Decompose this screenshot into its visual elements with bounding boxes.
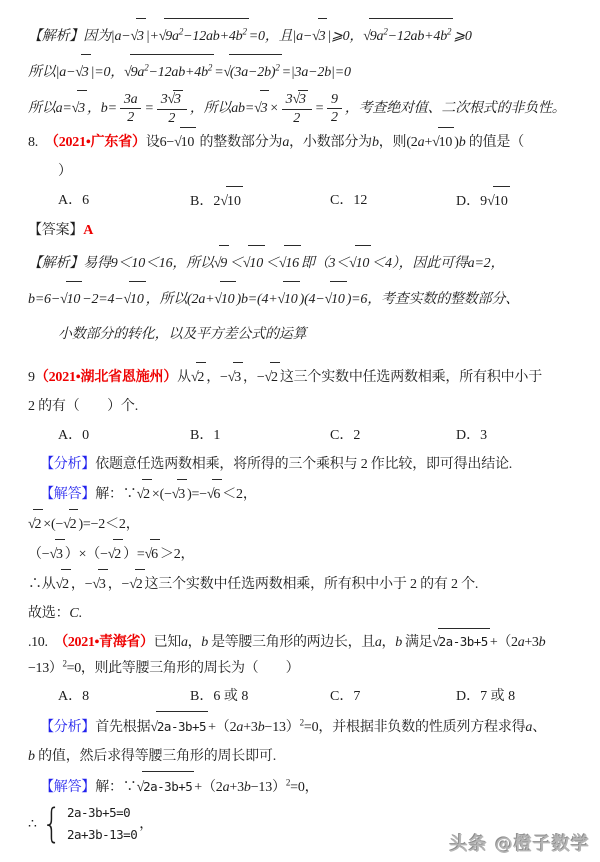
q10-options <box>28 682 580 711</box>
radicand: $(3a-2b)^2$ <box>229 54 282 90</box>
superscript: 2 <box>447 26 452 37</box>
q9-options <box>28 421 580 450</box>
q8-header-wrap <box>28 157 580 186</box>
q9-analysis <box>28 450 580 479</box>
watermark: 头条 @橙子数学 <box>449 834 590 855</box>
fraction <box>120 91 142 127</box>
text-run: b 的值，然后求得等腰三角形的周长即可. <box>28 749 277 765</box>
radical-sign: √ <box>206 487 215 503</box>
q8-source-tag: （2021•广东省） <box>51 135 146 151</box>
radical-sign: √ <box>174 135 182 151</box>
sqrt-expression <box>191 362 206 392</box>
system-line-2 <box>67 824 137 846</box>
superscript: 2 <box>285 777 291 788</box>
radicand <box>156 711 208 742</box>
option-A: A．8 <box>58 689 90 705</box>
q10-header-line1 <box>28 628 580 656</box>
superscript: 2 <box>242 26 247 37</box>
system-brace: { <box>41 801 61 848</box>
math-var: a <box>198 292 206 308</box>
radicand: 6 <box>150 539 160 569</box>
math-var: a <box>282 135 290 151</box>
sqrt-expression <box>278 281 300 317</box>
sqrt-expression <box>168 90 183 109</box>
math-var: b <box>28 749 35 765</box>
sqrt-expression <box>325 281 347 317</box>
radical-sign: √ <box>49 547 57 563</box>
radicand: 3 <box>298 92 306 108</box>
sqrt-expression <box>56 569 71 599</box>
analysis-text: 依题意任选两数相乘，将所得的三个乘积与 2 作比较，即可得出结论. <box>95 457 513 473</box>
radical-sign: √ <box>349 256 357 272</box>
q8-analysis-line1 <box>28 245 580 281</box>
option-C: C．12 <box>330 193 368 209</box>
radicand: 2 <box>61 569 71 599</box>
radicand: 2 <box>33 509 43 539</box>
q9-header-wrap <box>28 392 580 421</box>
math-var: b <box>538 635 546 651</box>
sqrt-expression <box>124 281 146 317</box>
solution-text: 解：∵√2 ×(−√3 )=−√6 ＜2， <box>95 487 256 502</box>
radical-sign: √ <box>92 577 100 593</box>
sqrt-expression <box>432 127 454 157</box>
system-line-1 <box>67 802 137 824</box>
sqrt-expression <box>28 509 43 539</box>
q10-analysis-line2 <box>28 742 580 771</box>
solution-label: 【解答】 <box>40 780 96 796</box>
radicand: 3 <box>177 479 187 509</box>
math-var: a <box>137 65 145 80</box>
radicand: 2 <box>69 509 79 539</box>
sqrt-expression <box>92 569 107 599</box>
radicand: 10 <box>66 281 83 317</box>
equation-system <box>39 802 138 846</box>
math-var: b <box>201 65 208 80</box>
math-var: b <box>28 292 35 308</box>
radical-sign: √ <box>432 135 440 151</box>
math-var: ab <box>410 29 425 44</box>
q8-analysis-line3 <box>28 317 580 352</box>
sqrt-expression <box>137 771 195 802</box>
sqrt-expression <box>214 245 229 281</box>
math-var: b <box>257 720 265 736</box>
option-B: B．2√10 <box>190 186 330 216</box>
math-var: b <box>243 780 251 796</box>
sqrt-expression <box>312 18 327 54</box>
superscript: 2 <box>383 26 388 37</box>
math-var: a <box>467 256 475 272</box>
radical-sign: √ <box>136 780 145 796</box>
numerator: 3√3 <box>157 90 187 110</box>
text-run: 【解析】易得9＜10＜16，所以√9 ＜√10 ＜√16 即（3＜√10 ＜4），因此可得a=2， <box>28 256 504 271</box>
radicand: $9a^2-12ab+4b^2$ <box>130 54 215 90</box>
math-var: a <box>180 635 188 651</box>
q7-analysis-line3 <box>28 90 580 127</box>
radical-sign: √ <box>432 635 440 651</box>
q10-number: .10. <box>28 635 62 651</box>
superscript: 2 <box>299 717 304 728</box>
math-var: ab <box>231 101 245 116</box>
typewriter-text: 2a+3b-13=0 <box>66 827 138 843</box>
sqrt-expression <box>124 54 214 90</box>
option-D: D．3 <box>456 428 488 444</box>
radical-sign: √ <box>55 577 64 593</box>
math-var: b <box>458 135 466 151</box>
q9-number: 9 <box>28 370 35 386</box>
math-var: b <box>371 135 379 151</box>
q7-analysis-line1 <box>28 18 580 54</box>
text-run: 所以|a−√3 |=0，$√9a^2-12ab+4b^2 =√(3a-2b)^2 =|3a-2b|=0$ <box>28 65 351 80</box>
radicand: 2 <box>113 539 123 569</box>
math-var: a <box>417 135 425 151</box>
math-var: a <box>55 101 63 116</box>
typewriter-text: 2a-3b+5=0 <box>66 805 131 821</box>
radicand: 6 <box>212 479 222 509</box>
text-run: （−√3 ）×（−√2 ）=√6 ＞2， <box>28 547 194 562</box>
solution-text: 解：∵√2a-3b+5 $+(2a+3b-13)^2=0$， <box>95 780 318 795</box>
numerator: 9 <box>327 91 342 110</box>
radical-sign: √ <box>277 292 285 308</box>
radical-sign: √ <box>264 370 273 386</box>
analysis-label: 【分析】 <box>40 720 96 736</box>
text-run: 【解析】因为|a−√3 $|+√9a^2-12ab+4b^2 =0$，且|a−√3 |⩾0，$√9a^2-12ab+4b^2$ ⩾0 <box>28 29 472 44</box>
math-var: a <box>517 635 525 651</box>
option-A: A．0 <box>58 428 90 444</box>
math-var: a <box>114 29 122 44</box>
denominator: 2 <box>293 110 301 126</box>
q10-header-line2 <box>28 656 580 682</box>
fraction <box>327 91 342 127</box>
radicand: 10 <box>129 281 146 317</box>
radical-sign: √ <box>292 92 300 108</box>
q8-header <box>28 127 580 157</box>
radicand: 2 <box>196 362 206 392</box>
sqrt-expression <box>75 54 90 90</box>
option-B: B．1 <box>190 428 221 444</box>
radicand: 3 <box>318 18 328 54</box>
sqrt-expression <box>432 628 490 656</box>
math-var: a <box>130 91 138 107</box>
radicand: 10 <box>226 186 243 216</box>
typewriter-text: 2a-3b+5 <box>438 634 488 650</box>
radicand: 3 <box>77 90 87 126</box>
radical-sign: √ <box>130 29 138 44</box>
sqrt-expression <box>220 186 243 216</box>
math-var: ab <box>206 29 220 44</box>
text-run: −13）$^2$=0，则此等腰三角形的周长为（ ） <box>28 658 300 677</box>
text-run: ∴从√2 ，−√3 ，−√2 这三个实数中任选两数相乘，所有积中小于 2 的有 2 个. <box>28 577 478 592</box>
sqrt-expression <box>145 539 160 569</box>
radical-sign: √ <box>227 370 236 386</box>
option-D: D．7 或 8 <box>456 689 516 705</box>
radical-sign: √ <box>213 256 222 272</box>
text-run: ∴ { 2a-3b+5=0 2a+3b-13=0 ， <box>28 801 154 848</box>
radical-sign: √ <box>278 256 287 272</box>
math-var: b <box>324 65 332 80</box>
typewriter-text: 2a-3b+5 <box>156 719 207 735</box>
sqrt-expression <box>349 245 371 281</box>
q10-analysis-line1 <box>28 711 580 742</box>
typewriter-text: 2a-3b+5 <box>143 779 193 795</box>
option-C: C．7 <box>330 689 361 705</box>
superscript: 2 <box>275 62 280 73</box>
radicand: 3 <box>81 54 91 90</box>
radicand: 3 <box>233 362 243 392</box>
text-run: b=6−√10 −2=4−√10 ，所以(2a+√10 )b=(4+√10 )(4−√10 )=6，考查实数的整数部分、 <box>28 292 519 307</box>
sqrt-expression <box>60 281 82 317</box>
sqrt-expression <box>72 90 87 126</box>
sqrt-expression <box>50 539 65 569</box>
radicand: 9 <box>219 245 229 281</box>
radicand: $9a^2-12ab+4b^2$ <box>164 18 249 54</box>
radicand: 3 <box>55 539 65 569</box>
option-D: D．9√10 <box>456 186 580 216</box>
radicand: 10 <box>283 281 300 317</box>
q8-options <box>28 186 580 216</box>
math-var: ab <box>171 65 185 80</box>
sqrt-expression <box>108 539 123 569</box>
text-run: 故选：C. <box>28 606 82 622</box>
radical-sign: √ <box>60 292 68 308</box>
math-var: a <box>172 29 179 44</box>
math-var: a <box>241 65 248 80</box>
radicand: 3 <box>136 18 146 54</box>
radicand: 10 <box>180 127 197 157</box>
q9-conclusion <box>28 599 580 628</box>
radical-sign: √ <box>123 292 132 308</box>
radical-sign: √ <box>223 65 231 80</box>
radicand <box>438 628 490 656</box>
radical-sign: √ <box>171 487 180 503</box>
radical-sign: √ <box>71 101 80 116</box>
math-var: b <box>240 292 248 308</box>
radicand: $9a^2-12ab+4b^2$ <box>369 18 454 54</box>
radicand <box>142 771 194 802</box>
radical-sign: √ <box>167 92 176 108</box>
radical-sign: √ <box>28 517 36 533</box>
math-var: b <box>235 29 243 44</box>
radicand: 10 <box>248 245 265 281</box>
math-var: a <box>376 29 384 44</box>
answer-label: 【答案】 <box>28 223 84 239</box>
system-lines <box>67 802 137 846</box>
radicand: 2 <box>135 569 145 599</box>
radicand: 10 <box>220 281 237 317</box>
radical-sign: √ <box>487 194 495 210</box>
radical-sign: √ <box>63 517 71 533</box>
sqrt-expression <box>131 18 146 54</box>
superscript: 2 <box>144 62 149 73</box>
sqrt-expression <box>137 479 152 509</box>
radical-sign: √ <box>144 547 153 563</box>
math-var: a <box>236 720 244 736</box>
q9-solution-line1 <box>28 479 580 509</box>
math-var: b <box>201 635 208 651</box>
sqrt-expression <box>228 362 243 392</box>
fraction <box>282 90 312 127</box>
text-run: 所以a=√3 ，b= $\frac{3a}{2}$ = $\frac{3√3}{2}$ ，所以ab=√3 × $\frac{3√3}{2}$ = $\frac{9}{2}$ ，考查绝对值、二次根式的非负性。 <box>28 91 566 126</box>
radicand: 2 <box>270 362 280 392</box>
superscript: 2 <box>207 62 213 73</box>
solution-label: 【解答】 <box>40 487 96 503</box>
math-var: a <box>525 720 533 736</box>
radicand: 10 <box>330 281 347 317</box>
sqrt-expression <box>292 90 307 109</box>
sqrt-expression <box>150 711 208 742</box>
radical-sign: √ <box>129 577 137 593</box>
math-var: b <box>440 29 447 44</box>
analysis-text: 首先根据$√2a-3b+5 +(2a+3b-13)^2=0$，并根据非负数的性质列方程求得a、 <box>95 720 546 735</box>
sqrt-expression <box>223 54 281 90</box>
sqrt-expression <box>265 362 280 392</box>
math-var: a <box>296 29 303 44</box>
q9-source-tag: （2021•湖北省恩施州） <box>34 370 178 386</box>
superscript: 2 <box>62 658 67 669</box>
superscript: 2 <box>178 26 184 37</box>
radical-sign: √ <box>254 101 262 116</box>
q9-solution-line4 <box>28 569 580 599</box>
radical-sign: √ <box>220 194 229 210</box>
math-var: b <box>395 635 402 651</box>
sqrt-expression <box>254 90 269 126</box>
text-run: 2 的有（ ）个. <box>28 399 138 415</box>
math-var: b <box>100 101 108 116</box>
radical-sign: √ <box>190 370 199 386</box>
sqrt-expression <box>363 18 453 54</box>
math-var: C <box>69 606 79 622</box>
radical-sign: √ <box>324 292 333 308</box>
radicand: 2 <box>142 479 152 509</box>
math-var: a <box>222 780 230 796</box>
radical-sign: √ <box>75 65 83 80</box>
q7-analysis-line2 <box>28 54 580 90</box>
sqrt-expression <box>243 245 265 281</box>
sqrt-expression <box>172 479 187 509</box>
sqrt-expression <box>279 245 301 281</box>
sqrt-expression <box>207 479 222 509</box>
radical-sign: √ <box>312 29 320 44</box>
denominator: 2 <box>168 110 176 126</box>
radical-sign: √ <box>363 29 371 44</box>
radical-sign: √ <box>214 292 222 308</box>
sqrt-expression <box>63 509 78 539</box>
radical-sign: √ <box>136 487 145 503</box>
text-run: 小数部分的转化，以及平方差公式的运算 <box>58 327 307 343</box>
denominator: 2 <box>127 110 135 126</box>
q9-solution-line3 <box>28 539 580 569</box>
q8-question-text: 设6−√10 的整数部分为a，小数部分为b，则(2a+√10 )b 的值是（ <box>146 135 524 150</box>
q8-answer <box>28 216 580 245</box>
text-run: ） <box>58 164 72 180</box>
radicand: 10 <box>355 245 372 281</box>
sqrt-expression <box>129 569 144 599</box>
q10-source-tag: （2021•青海省） <box>61 635 154 651</box>
radical-sign: √ <box>242 256 251 272</box>
option-A: A．6 <box>58 193 90 209</box>
q9-solution-line2 <box>28 509 580 539</box>
text-run: √2 ×(−√2 )=−2＜2， <box>28 517 140 532</box>
radicand: 10 <box>438 127 455 157</box>
fraction <box>157 90 187 127</box>
radical-sign: √ <box>107 547 116 563</box>
denominator: 2 <box>331 110 338 126</box>
document-body <box>28 18 580 846</box>
math-var: b <box>264 65 271 80</box>
option-C: C．2 <box>330 428 361 444</box>
radicand: 16 <box>284 245 301 281</box>
sqrt-expression <box>214 281 236 317</box>
numerator: 3√3 <box>282 90 312 110</box>
math-var: a <box>59 65 67 80</box>
sqrt-expression <box>174 127 196 157</box>
radicand: 3 <box>98 569 108 599</box>
q9-question-text: 从√2 ，−√3 ，−√2 这三个实数中任选两数相乘，所有积中小于 <box>177 370 542 385</box>
radicand: 3 <box>260 90 270 126</box>
q8-number: 8. <box>28 135 52 151</box>
answer-value: A <box>83 223 94 239</box>
analysis-label: 【分析】 <box>40 457 96 473</box>
q10-question-text: 已知a，b 是等腰三角形的两边长，且a，b 满足√2a-3b+5 +（2a+3b <box>154 635 546 650</box>
option-B: B．6 或 8 <box>190 689 249 705</box>
q8-analysis-line2 <box>28 281 580 317</box>
radical-sign: √ <box>124 65 132 80</box>
math-var: a <box>374 635 382 651</box>
radical-sign: √ <box>158 29 167 44</box>
q10-solution-line1 <box>28 771 580 802</box>
numerator: 3a <box>120 91 142 110</box>
sqrt-expression <box>487 186 510 216</box>
radicand: 3 <box>174 92 181 108</box>
math-var: a <box>301 65 309 80</box>
q9-header <box>28 362 580 392</box>
radical-sign: √ <box>150 720 158 736</box>
sqrt-expression <box>159 18 249 54</box>
radicand: 10 <box>493 186 510 216</box>
